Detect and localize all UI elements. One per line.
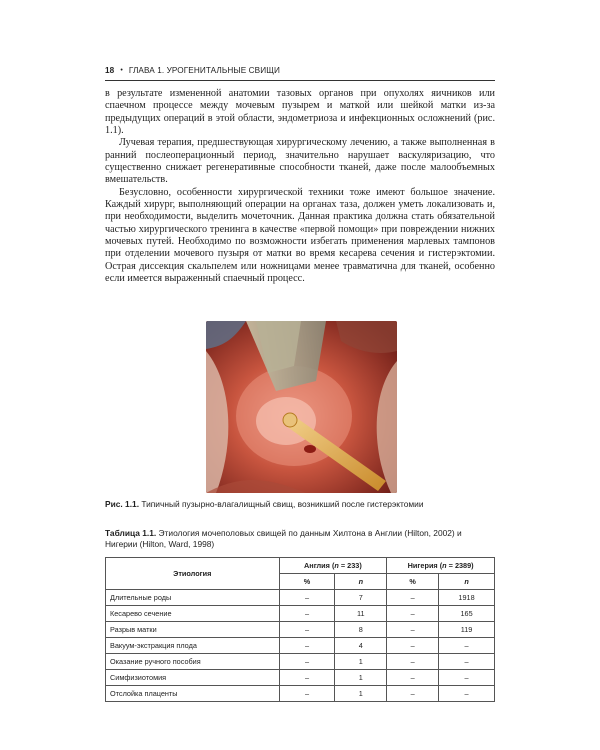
cell: – [387, 622, 439, 638]
cell: 1 [335, 654, 387, 670]
row-label: Отслойка плаценты [106, 686, 280, 702]
table-label: Таблица 1.1. [105, 528, 157, 538]
cell: – [439, 686, 495, 702]
table-row [106, 590, 495, 606]
table-row [106, 686, 495, 702]
row-label: Длительные роды [106, 590, 280, 606]
table-title [105, 528, 495, 550]
paragraph: Безусловно, особенности хирургической техники тоже имеют большое значение. Каждый хирург, выполняющий операции на органах таза, должен уметь локализовать и, при необходимости, выделить мочеточник. Данная практика должна стать обязательной частью хирургического тренинга в качестве «первой помощи» при повреждении нижних мочевых путей. Необходимо по возможности избегать применения марлевых тампонов при отделении мочевого пузыря от матки во время кесарева сечения и гистерэктомии. Острая диссекция скальпелем или ножницами менее травматична для тканей, особенно если имеется выраженный спаечный процесс. [105, 186, 495, 285]
cell: – [439, 670, 495, 686]
etiology-table [105, 557, 495, 702]
col-england-n: n [335, 574, 387, 590]
table-row [106, 654, 495, 670]
paragraph: Лучевая терапия, предшествующая хирургическому лечению, а также выполненная в ранний послеоперационный период, значительно нарушает васкуляризацию, что существенно снижает регенеративные способности тканей, даже после малообъемных вмешательств. [105, 137, 495, 186]
cell: 11 [335, 606, 387, 622]
row-label: Разрыв матки [106, 622, 280, 638]
cell: – [279, 686, 335, 702]
table-row [106, 638, 495, 654]
cell: – [279, 638, 335, 654]
figure-caption [105, 499, 495, 509]
table-title-text: Этиология мочеполовых свищей по данным Хилтона в Англии (Hilton, 2002) и Нигерии (Hilton, Ward, 1998) [105, 528, 462, 549]
col-nigeria-n: n [439, 574, 495, 590]
cell: – [279, 670, 335, 686]
cell: – [279, 590, 335, 606]
col-etiology: Этиология [106, 558, 280, 590]
row-label: Оказание ручного пособия [106, 654, 280, 670]
cell: – [387, 654, 439, 670]
surgical-photo-illustration [206, 321, 397, 493]
cell: 1 [335, 686, 387, 702]
paragraph: в результате измененной анатомии тазовых органов при опухолях яичников или спаечном процессе между мочевым пузырем и маткой или шейкой матки из-за предыдущих операций в этой области, эндометриоза и инфекционных осложнений (рис. 1.1). [105, 88, 495, 137]
cell: 119 [439, 622, 495, 638]
page-number: 18 [105, 66, 115, 75]
cell: – [279, 622, 335, 638]
cell: – [439, 638, 495, 654]
chapter-title: ГЛАВА 1. УРОГЕНИТАЛЬНЫЕ СВИЩИ [128, 66, 280, 75]
col-england: Англия (n = 233) [279, 558, 387, 574]
cell: 8 [335, 622, 387, 638]
cell: 7 [335, 590, 387, 606]
cell: – [439, 654, 495, 670]
cell: – [387, 670, 439, 686]
col-nigeria: Нигерия (n = 2389) [387, 558, 495, 574]
row-label: Кесарево сечение [106, 606, 280, 622]
table-header-row [106, 558, 495, 574]
figure-caption-text: Типичный пузырно-влагалищный свищ, возникший после гистерэктомии [141, 499, 424, 509]
col-nigeria-pct: % [387, 574, 439, 590]
cell: – [387, 606, 439, 622]
col-england-pct: % [279, 574, 335, 590]
cell: – [387, 638, 439, 654]
row-label: Вакуум-экстракция плода [106, 638, 280, 654]
cell: – [387, 686, 439, 702]
running-header [105, 66, 495, 75]
cell: 4 [335, 638, 387, 654]
header-bullet: • [120, 67, 123, 74]
cell: – [279, 654, 335, 670]
body-text [105, 88, 495, 286]
header-rule [105, 80, 495, 81]
cell: 1 [335, 670, 387, 686]
cell: 165 [439, 606, 495, 622]
figure-label: Рис. 1.1. [105, 499, 140, 509]
table-row [106, 670, 495, 686]
cell: 1918 [439, 590, 495, 606]
cell: – [279, 606, 335, 622]
surgical-photo [206, 321, 397, 493]
row-label: Симфизиотомия [106, 670, 280, 686]
cell: – [387, 590, 439, 606]
table-row [106, 622, 495, 638]
table-row [106, 606, 495, 622]
